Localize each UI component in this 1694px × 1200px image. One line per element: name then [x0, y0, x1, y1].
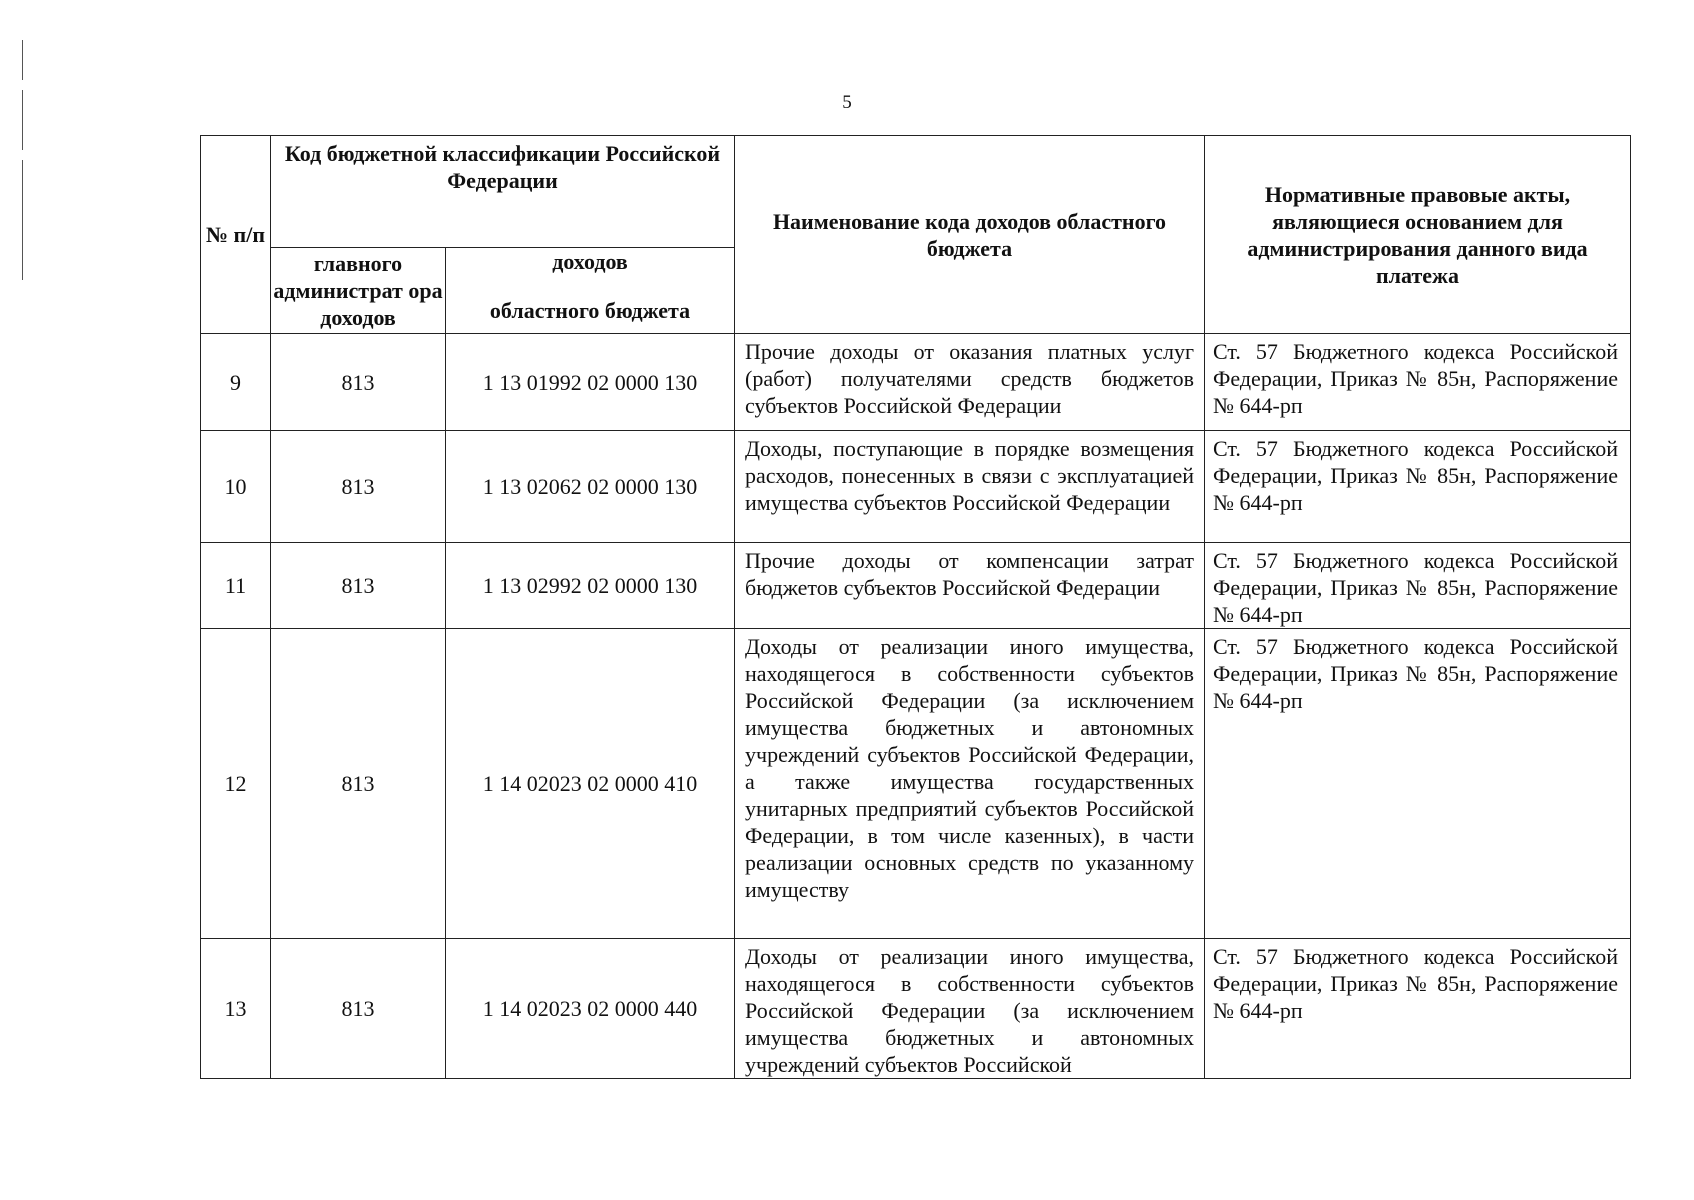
header-num: № п/п [201, 136, 271, 334]
header-kbk-admin: главного администрат ора доходов [271, 248, 446, 334]
row-num: 12 [201, 629, 271, 939]
table-row [201, 543, 1631, 629]
row-income-name: Доходы от реализации иного имущества, находящегося в собственности субъектов Российской Федерации (за исключением имущества бюджетных и автономных учреждений субъектов Российской [735, 939, 1205, 1079]
header-name: Наименование кода доходов областного бюджета [735, 136, 1205, 334]
header-acts: Нормативные правовые акты, являющиеся основанием для администрирования данного вида платежа [1205, 136, 1631, 334]
row-admin-code: 813 [271, 629, 446, 939]
row-income-name: Прочие доходы от оказания платных услуг (работ) получателями средств бюджетов субъектов Российской Федерации [735, 334, 1205, 431]
row-income-code: 1 13 01992 02 0000 130 [446, 334, 735, 431]
table-row [201, 431, 1631, 543]
header-kbk-group: Код бюджетной классификации Российской Федерации [271, 136, 735, 248]
row-legal-acts: Ст. 57 Бюджетного кодекса Российской Федерации, Приказ № 85н, Распоряжение № 644-рп [1205, 939, 1631, 1079]
row-legal-acts: Ст. 57 Бюджетного кодекса Российской Федерации, Приказ № 85н, Распоряжение № 644-рп [1205, 543, 1631, 629]
margin-mark [22, 160, 23, 280]
header-kbk-income [446, 248, 735, 334]
row-legal-acts: Ст. 57 Бюджетного кодекса Российской Федерации, Приказ № 85н, Распоряжение № 644-рп [1205, 629, 1631, 939]
row-num: 13 [201, 939, 271, 1079]
row-income-name: Прочие доходы от компенсации затрат бюджетов субъектов Российской Федерации [735, 543, 1205, 629]
header-kbk-income-bottom: областного бюджета [489, 298, 691, 323]
header-kbk-income-top: доходов [552, 249, 628, 274]
revenue-codes-table [200, 135, 1631, 1079]
row-num: 9 [201, 334, 271, 431]
row-income-code: 1 13 02992 02 0000 130 [446, 543, 735, 629]
table-row [201, 629, 1631, 939]
table-row [201, 939, 1631, 1079]
row-num: 11 [201, 543, 271, 629]
row-income-name: Доходы, поступающие в порядке возмещения расходов, понесенных в связи с эксплуатацией имущества субъектов Российской Федерации [735, 431, 1205, 543]
row-legal-acts: Ст. 57 Бюджетного кодекса Российской Федерации, Приказ № 85н, Распоряжение № 644-рп [1205, 334, 1631, 431]
table-row [201, 334, 1631, 431]
page-number: 5 [842, 92, 852, 113]
row-income-name: Доходы от реализации иного имущества, находящегося в собственности субъектов Российской Федерации (за исключением имущества бюджетных и автономных учреждений субъектов Российской Федерации, а также имущества государственных унитарных предприятий субъектов Российской Федерации, в том числе казенных), в части реализации основных средств по указанному имуществу [735, 629, 1205, 939]
row-income-code: 1 13 02062 02 0000 130 [446, 431, 735, 543]
row-income-code: 1 14 02023 02 0000 440 [446, 939, 735, 1079]
row-admin-code: 813 [271, 543, 446, 629]
row-admin-code: 813 [271, 431, 446, 543]
row-num: 10 [201, 431, 271, 543]
row-admin-code: 813 [271, 939, 446, 1079]
margin-mark [22, 40, 23, 80]
row-income-code: 1 14 02023 02 0000 410 [446, 629, 735, 939]
row-admin-code: 813 [271, 334, 446, 431]
row-legal-acts: Ст. 57 Бюджетного кодекса Российской Федерации, Приказ № 85н, Распоряжение № 644-рп [1205, 431, 1631, 543]
